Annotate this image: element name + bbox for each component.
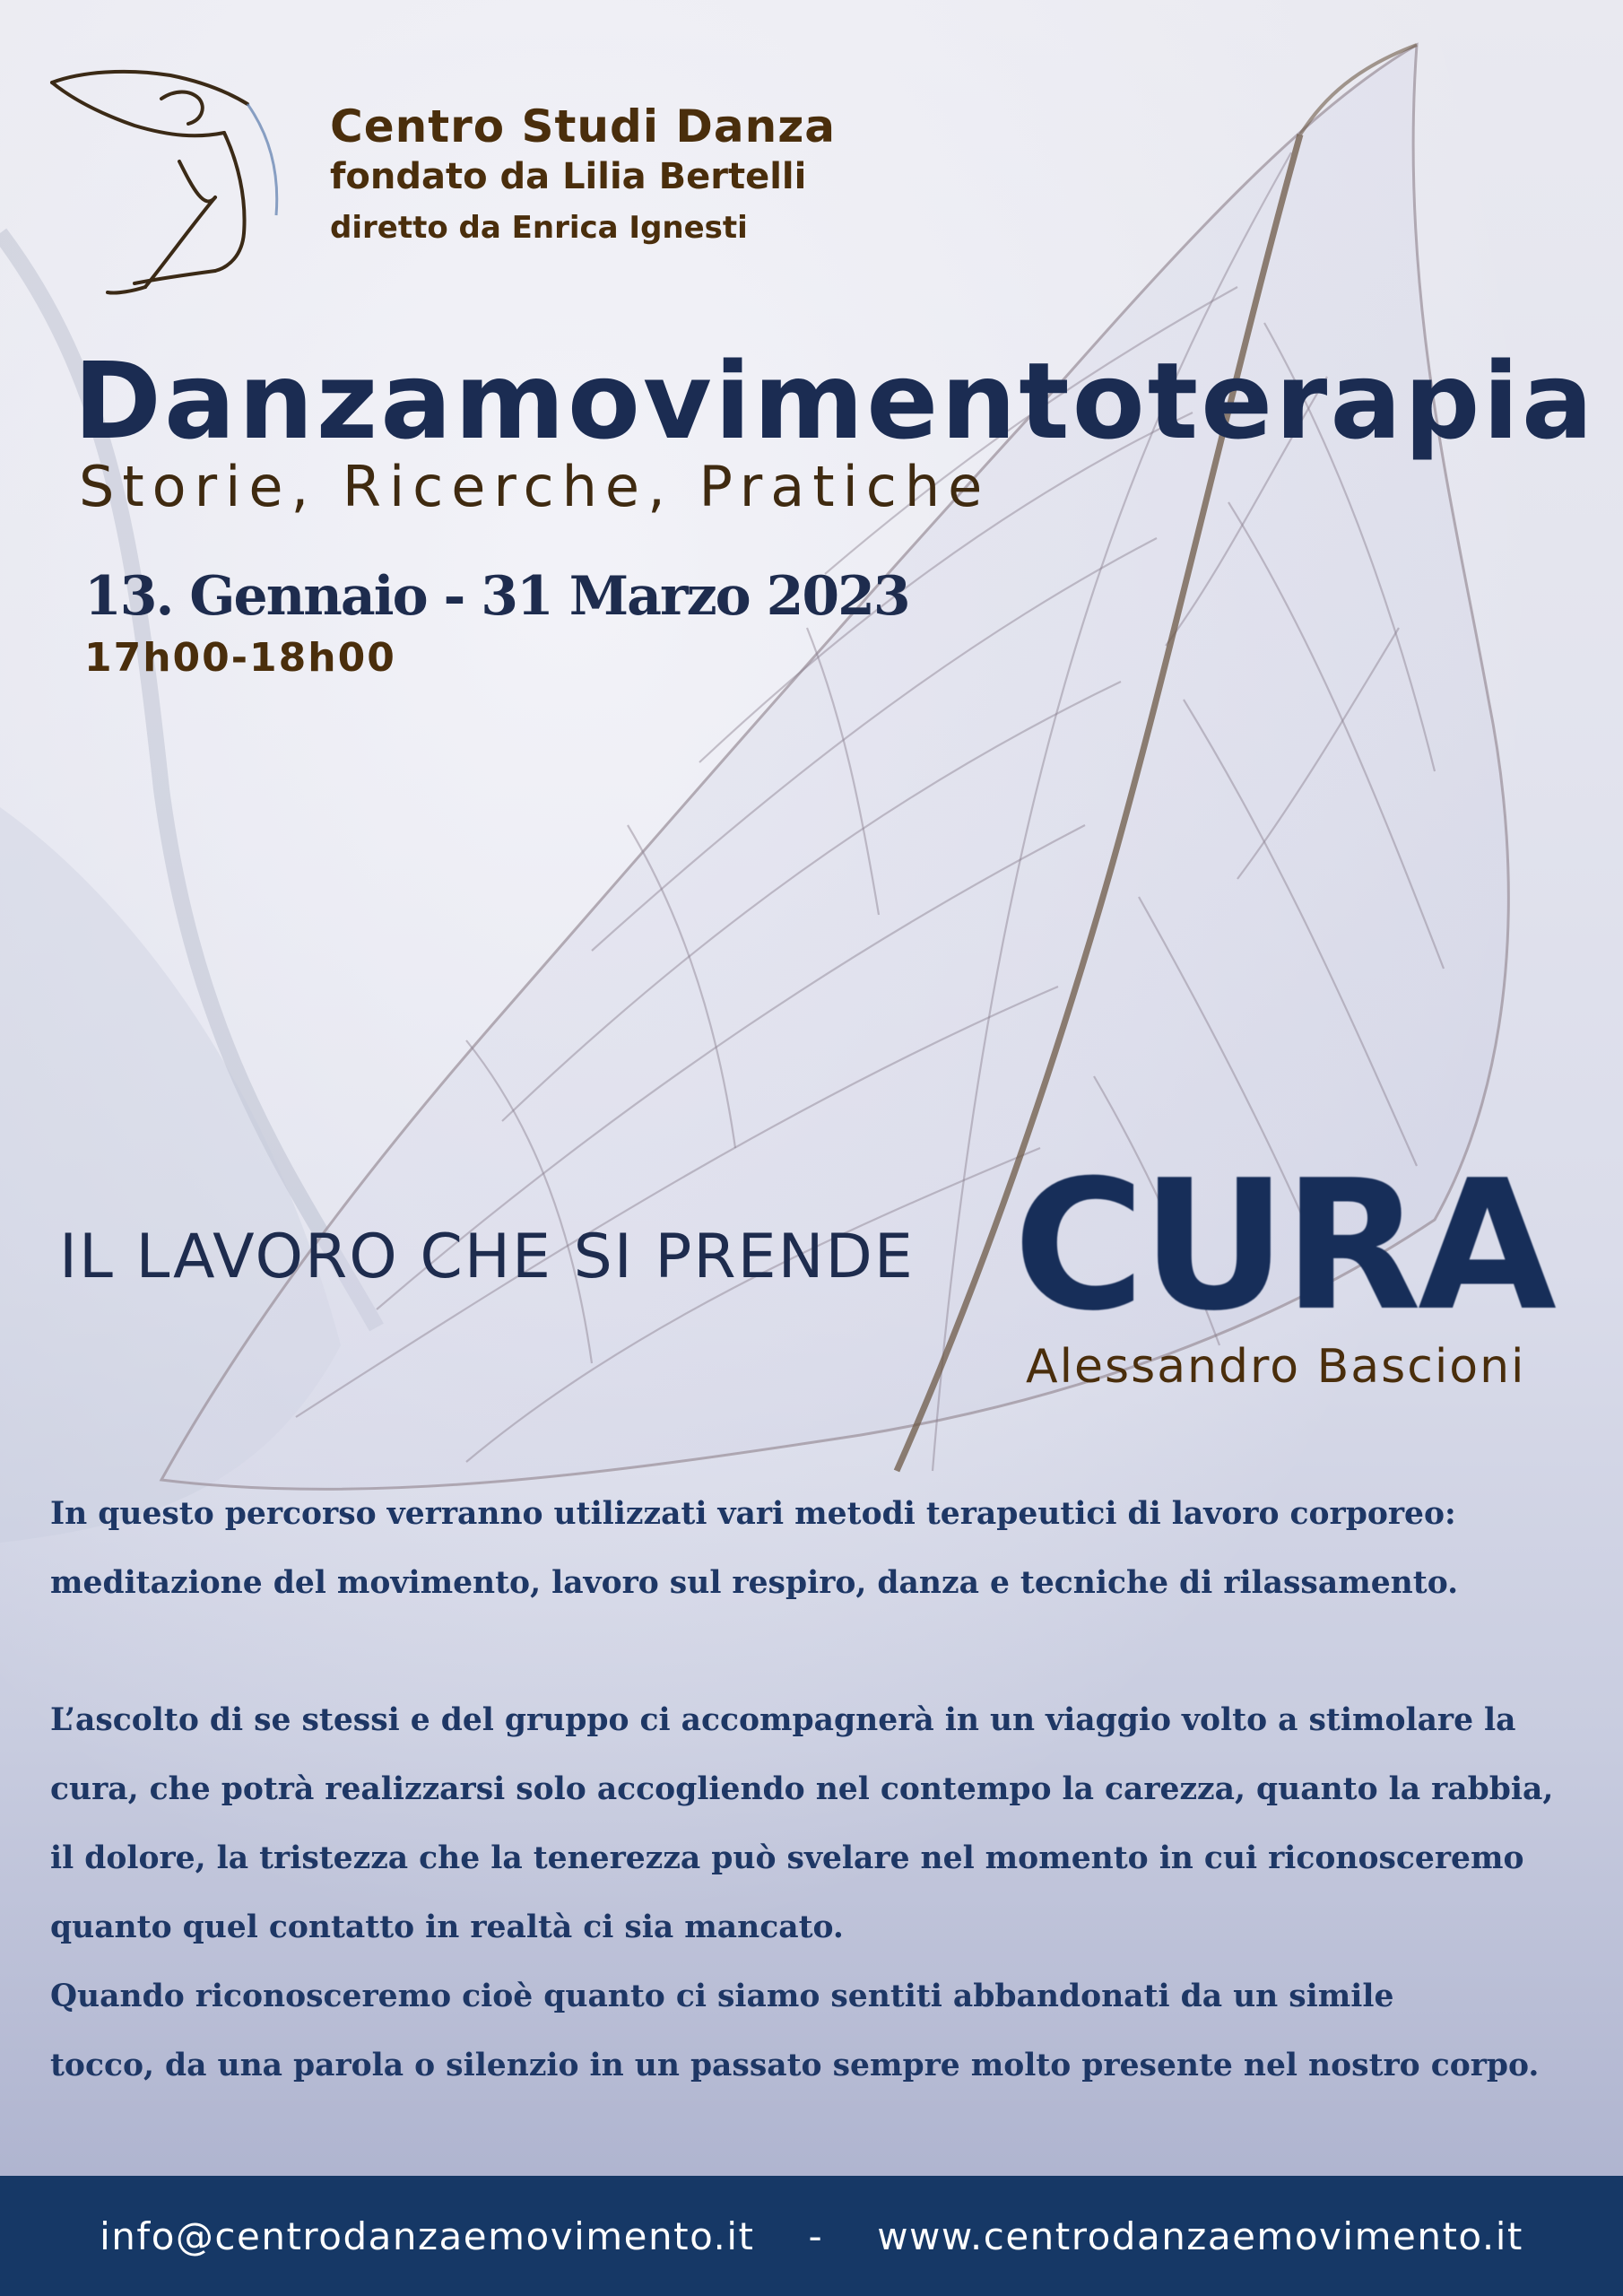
paragraph-line: In questo percorso verranno utilizzati vari metodi terapeutici di lavoro corporeo: [50,1496,1456,1532]
paragraph-line: cura, che potrà realizzarsi solo accogliendo nel contempo la carezza, quanto la rabbia, [50,1771,1554,1807]
description-paragraph-2 [50,1686,1593,2100]
footer-separator: - [808,2213,824,2258]
dancer-logo-icon [45,63,314,296]
paragraph-line: Quando riconosceremo cioè quanto ci siamo sentiti abbandonati da un simile [50,1979,1394,2014]
event-subtitle: Storie, Ricerche, Pratiche [79,454,991,519]
workshop-author: Alessandro Bascioni [1026,1340,1526,1394]
paragraph-line: meditazione del movimento, lavoro sul respiro, danza e tecniche di rilassamento. [50,1565,1459,1601]
event-title: Danzamovimentoterapia [74,339,1596,463]
paragraph-line: quanto quel contatto in realtà ci sia mancato. [50,1909,844,1945]
workshop-highlight: CURA [1013,1142,1553,1351]
footer-email-link[interactable]: info@centrodanzaemovimento.it [100,2213,755,2258]
paragraph-line: il dolore, la tristezza che la tenerezza può svelare nel momento in cui riconosceremo [50,1840,1524,1876]
event-hours: 17h00-18h00 [84,635,396,681]
description-paragraph-1 [50,1480,1593,1618]
brand-name: Centro Studi Danza [330,100,837,152]
paragraph-line: tocco, da una parola o silenzio in un passato sempre molto presente nel nostro corpo. [50,2048,1540,2083]
workshop-tagline: IL LAVORO CHE SI PRENDE [59,1222,915,1292]
contact-footer [0,2176,1623,2296]
footer-website-link[interactable]: www.centrodanzaemovimento.it [877,2213,1523,2258]
brand-founder: fondato da Lilia Bertelli [330,156,807,197]
paragraph-line: L’ascolto di se stessi e del gruppo ci accompagnerà in un viaggio volto a stimolare la [50,1702,1516,1738]
brand-director: diretto da Enrica Ignesti [330,210,748,246]
event-dates: 13. Gennaio - 31 Marzo 2023 [84,565,909,628]
